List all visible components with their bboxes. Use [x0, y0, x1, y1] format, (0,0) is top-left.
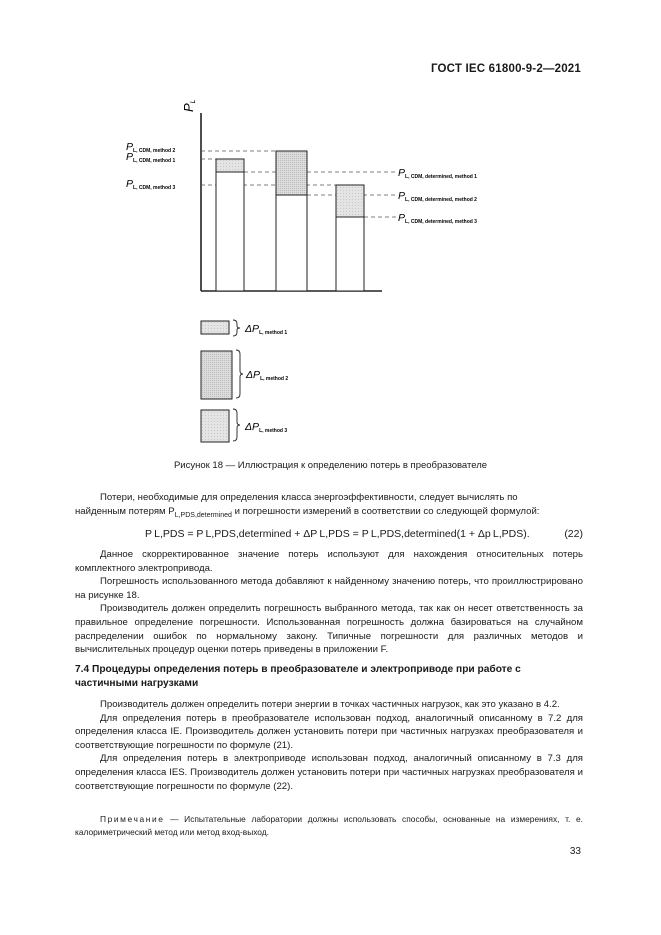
formula-number: (22) [564, 528, 583, 540]
formula-text: P L,PDS = P L,PDS,determined + ΔP L,PDS = P L,PDS,determined(1 + Δp L,PDS). [145, 528, 530, 540]
figure-caption: Рисунок 18 — Иллюстрация к определению потерь в преобразователе [173, 460, 488, 471]
uncertainty-method-3 [336, 185, 364, 217]
y-axis-label: PL [181, 99, 197, 112]
legend-label-method-2: ΔPL, method 2 [246, 369, 289, 382]
paragraph-5: Производитель должен определить потери энергии в точках частичных нагрузок, как это указано в 4.2. Для определения потерь в преобразователе использован подход, аналогичный описанному в 7.2 для определения класса IE. Производитель должен установить потери при частичных нагрузках преобразователя и соответствующие погрешности по формуле (21). Для определения потерь в электроприводе использован подход, аналогичный описанному в 7.3 для определения класса IES. Производитель должен установить потери при частичных нагрузках преобразователя и соответствующие погрешности по формуле (22). [75, 699, 583, 792]
page-number: 33 [569, 846, 581, 857]
note: Примечание — Испытательные лаборатории должны использовать способы, основанные на измерениях, т. е. калориметрический метод или метод вход-выход. [75, 814, 583, 837]
legend-label-method-1: ΔPL, method 1 [245, 323, 288, 336]
section-heading: 7.4 Процедуры определения потерь в преобразователе и электроприводе при работе с частичными нагрузками [75, 664, 521, 689]
label-determined-method-2: PL, CDM, determined, method 2 [398, 190, 477, 203]
label-determined-method-1: PL, CDM, determined, method 1 [398, 167, 477, 180]
label-cdm-method-1: PL, CDM, method 1 [126, 151, 176, 164]
legend-swatch-method-3 [201, 410, 229, 442]
legend-swatch-method-2 [201, 351, 232, 399]
legend-label-method-3: ΔPL, method 3 [245, 421, 288, 434]
uncertainty-method-1 [216, 159, 244, 172]
label-cdm-method-3: PL, CDM, method 3 [126, 178, 176, 191]
standard-header: ГОСТ IEC 61800-9-2—2021 [430, 63, 581, 75]
legend-swatch-method-1 [201, 321, 229, 334]
paragraph-6: Для определения потерь в преобразователе использован подход, аналогичный описанному в 7.2 для определения класса IE. Производитель должен установить потери при частичных нагрузках преобразователя и соответствующие погрешности по формуле (21). [75, 712, 583, 751]
label-cdm-method-2: PL, CDM, method 2 [126, 141, 176, 154]
loss-figure [0, 0, 661, 460]
paragraph-7: Для определения потерь в электроприводе использован подход, аналогичный описанному в 7.3 для определения класса IES. Производитель должен установить потери при частичных нагрузках преобразователя и соответствующие погрешности по формуле (22). [75, 753, 583, 792]
uncertainty-method-2 [276, 151, 307, 195]
paragraph-4: Производитель должен определить погрешность выбранного метода, так как он несет ответственность за правильное определение погрешности. Использованная погрешность должна базироваться на случайном распределении ошибок по нормальному закону. Типичные погрешности для различных методов и вычислительных процедур оценки потерь приведены в приложении F. [75, 603, 583, 656]
paragraph-1: Потери, необходимые для определения класса энергоэффективности, следует вычислять по найденным потерям $P_{L,PDS,determined}$ и погрешности измерений в соответствии со следующей формулой: [75, 492, 540, 519]
paragraph-2: Данное скорректированное значение потерь используют для нахождения относительных потерь комплектного электропривода. Погрешность использованного метода добавляют к найденному значению потерь, что проиллюстрировано на рисунке 18. Производитель должен определить погрешность выбранного метода, так как он несет ответственность за правильное определение погрешности. Использованная погрешность должна базироваться на случайном распределении ошибок по нормальному закону. Типичные погрешности для различных методов и вычислительных процедур оценки потерь приведены в приложении F. [75, 549, 583, 656]
paragraph-3: Погрешность использованного метода добавляют к найденному значению потерь, что проиллюстрировано на рисунке 18. [75, 576, 583, 601]
label-determined-method-3: PL, CDM, determined, method 3 [398, 212, 477, 225]
bar-method-1 [216, 159, 244, 291]
